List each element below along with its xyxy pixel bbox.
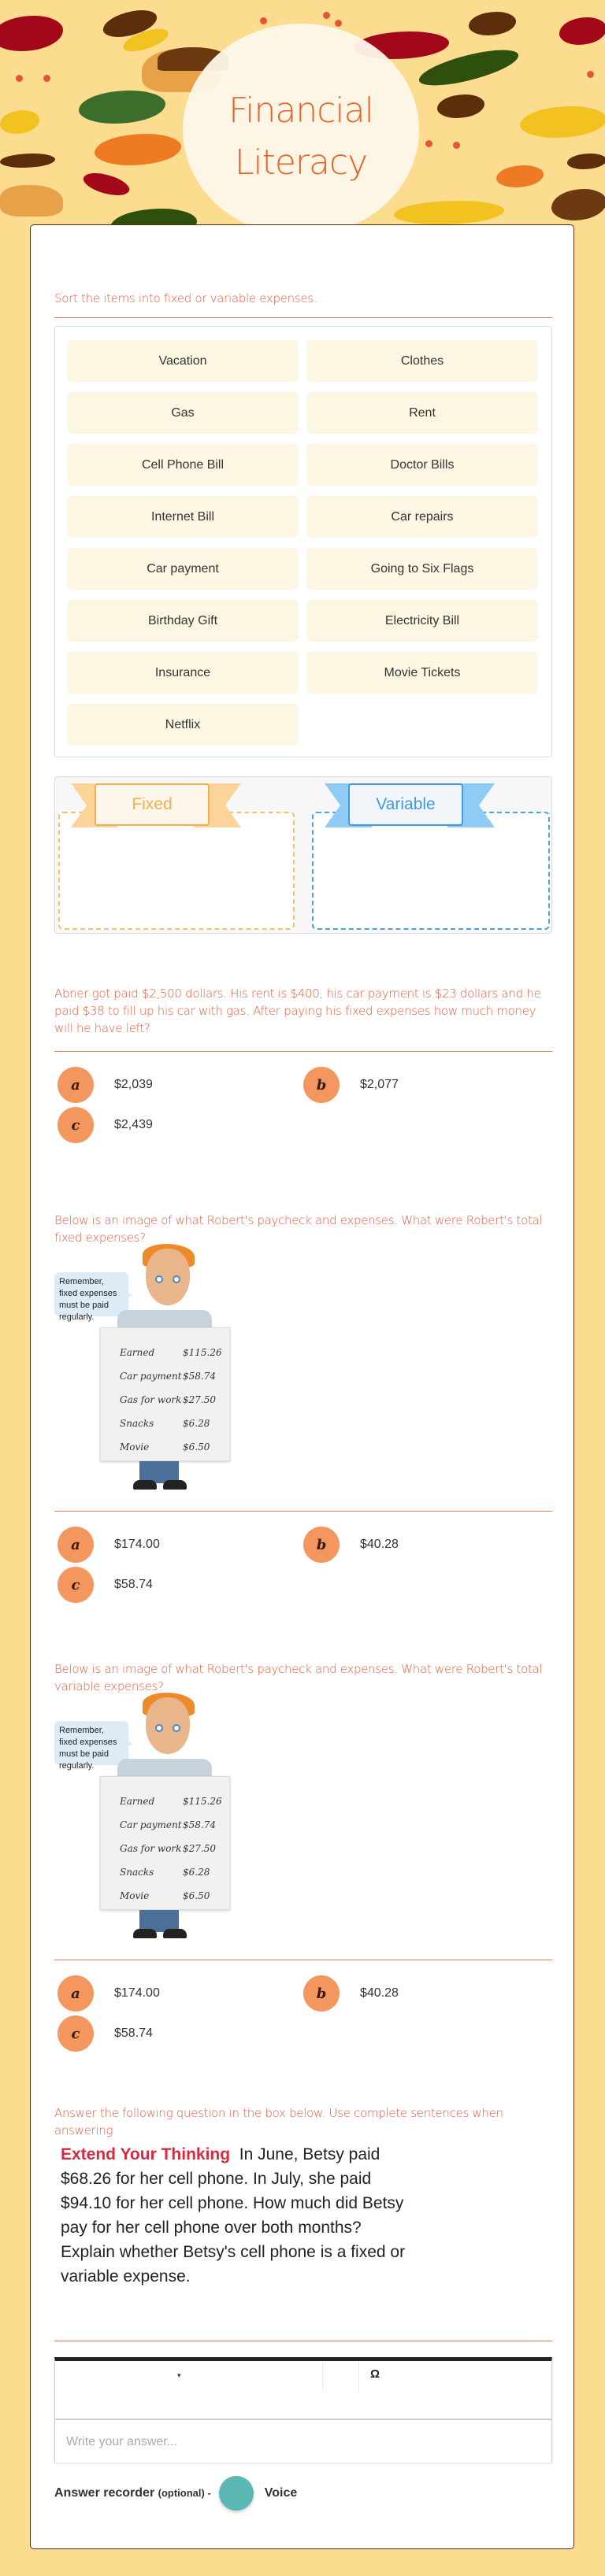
leaf-decoration [79,91,165,124]
sign-row: Snacks $6.28 [120,1867,210,1878]
recorder-label: Answer recorder (optional) - [54,2486,211,2500]
berry-decoration [323,12,330,19]
leaf-decoration [0,185,63,217]
sort-item-gas[interactable]: Gas [68,392,298,434]
option-text: $174.00 [114,1538,160,1551]
head [146,1697,190,1754]
speech-bubble: Remember, fixed expenses must be paid regularly. [54,1272,128,1316]
q3-option-b[interactable] [303,1975,399,2012]
q2-option-b[interactable] [303,1527,399,1563]
q1-option-a[interactable] [58,1067,153,1103]
berry-decoration [260,17,267,24]
toolbar-button[interactable] [323,2361,359,2393]
sort-item-cell-phone-bill[interactable]: Cell Phone Bill [68,444,298,486]
sort-item-internet-bill[interactable]: Internet Bill [68,496,298,538]
q2-option-c[interactable] [58,1567,153,1603]
sign-row: Earned $115.26 [120,1347,222,1358]
option-text: $2,077 [360,1078,399,1091]
option-text: $40.28 [360,1538,399,1551]
leaf-decoration [567,154,605,169]
option-text: $40.28 [360,1986,399,2000]
format-dropdown[interactable] [55,2361,323,2393]
option-text: $58.74 [114,2026,153,2040]
answer-editor [54,2357,552,2463]
sort-item-netflix[interactable]: Netflix [68,704,298,746]
leaf-decoration [437,94,484,118]
title-line-1: Financial [228,91,373,131]
option-letter-badge: a [58,1975,94,2012]
option-letter-badge: c [58,2015,94,2052]
category-fixed-label: Fixed [95,783,210,826]
sort-item-six-flags[interactable]: Going to Six Flags [307,548,537,590]
berry-decoration [453,142,460,149]
lesson-card [30,224,574,2549]
robert-paycheck-image [54,1249,267,1501]
option-letter-badge: b [303,1975,340,2012]
leaf-decoration [551,189,605,220]
berry-decoration [587,71,594,78]
berry-decoration [16,75,23,82]
caret-down-icon: ▾ [177,2371,181,2379]
q2-option-a[interactable] [58,1527,160,1563]
option-text: $2,439 [114,1118,153,1131]
expense-sign [100,1327,230,1461]
sort-item-rent[interactable]: Rent [307,392,537,434]
sort-item-birthday-gift[interactable]: Birthday Gift [68,600,298,642]
eye [155,1275,163,1283]
title-line-2: Literacy [234,142,368,183]
leaf-decoration [0,154,55,168]
eye [173,1724,180,1732]
berry-decoration [43,75,50,82]
extend-body: In June, Betsy paid $68.26 for her cell phone. In July, she paid $94.10 for her cell phone. How much did Betsy pay for her cell phone over both months? Explain whether Betsy's cell phone is a fixed or variable expense. [61,2145,406,2285]
category-area [54,776,552,934]
q3-option-a[interactable] [58,1975,160,2012]
sign-row: Earned $115.26 [120,1796,222,1807]
shoe [163,1480,187,1490]
q1-option-b[interactable] [303,1067,399,1103]
leaf-decoration [520,106,605,138]
leaf-decoration [0,110,39,134]
option-text: $2,039 [114,1078,153,1091]
option-letter-badge: b [303,1527,340,1563]
shoe [133,1929,157,1938]
special-character-icon[interactable]: Ω [370,2367,380,2381]
sort-item-insurance[interactable]: Insurance [68,652,298,694]
sort-prompt: Sort the items into fixed or variable expenses. [54,291,317,305]
option-letter-badge: a [58,1527,94,1563]
option-text: $174.00 [114,1986,160,2000]
leaf-decoration [496,165,544,187]
sign-row: Car payment $58.74 [120,1371,216,1382]
divider [54,1051,552,1052]
header-banner [0,0,605,236]
extend-your-thinking [61,2142,415,2289]
q3-option-c[interactable] [58,2015,153,2052]
sort-items-pool [54,326,552,757]
fixed-drop-zone[interactable] [58,812,295,930]
sign-row: Snacks $6.28 [120,1418,210,1429]
voice-label: Voice [264,2486,298,2500]
leaf-decoration [81,167,132,201]
option-letter-badge: a [58,1067,94,1103]
question-2-prompt: Below is an image of what Robert's paycheck and expenses. What were Robert's total fixed expenses? [54,1213,543,1245]
sort-item-clothes[interactable]: Clothes [307,340,537,382]
option-letter-badge: c [58,1567,94,1603]
robert-paycheck-image [54,1697,267,1949]
sign-row: Gas for work $27.50 [120,1843,216,1854]
question-4-prompt: Answer the following question in the box below. Use complete sentences when answering [54,2106,503,2137]
sign-row: Movie $6.50 [120,1890,210,1901]
berry-decoration [425,140,432,147]
category-variable-label: Variable [348,783,463,826]
sort-item-vacation[interactable]: Vacation [68,340,298,382]
question-3-prompt: Below is an image of what Robert's paycheck and expenses. What were Robert's total variable expenses? [54,1662,543,1693]
leaf-decoration [559,17,605,45]
leaf-decoration [0,16,63,51]
leaf-decoration [394,201,504,224]
option-letter-badge: c [58,1107,94,1143]
sort-item-car-payment[interactable]: Car payment [68,548,298,590]
sort-item-movie-tickets[interactable]: Movie Tickets [307,652,537,694]
sort-item-car-repairs[interactable]: Car repairs [307,496,537,538]
divider [54,317,552,318]
leaf-decoration [95,134,181,165]
answer-recorder [54,2476,297,2511]
speech-bubble: Remember, fixed expenses must be paid regularly. [54,1721,128,1765]
extend-label: Extend Your Thinking [61,2145,231,2163]
shoe [163,1929,187,1938]
eye [173,1275,180,1283]
sign-row: Movie $6.50 [120,1442,210,1453]
expense-sign [100,1776,230,1910]
divider [54,1511,552,1512]
head [146,1249,190,1305]
answer-input[interactable] [55,2422,551,2463]
question-1-prompt: Abner got paid $2,500 dollars. His rent is $400, his car payment is $23 dollars and he paid $38 to fill up his car with gas. After paying his fixed expenses how much money will he have left? [54,986,541,1035]
eye [155,1724,163,1732]
option-text: $58.74 [114,1578,153,1591]
sign-row: Car payment $58.74 [120,1819,216,1830]
q1-option-c[interactable] [58,1107,153,1143]
sort-item-electricity-bill[interactable]: Electricity Bill [307,600,537,642]
leaf-decoration [469,12,516,35]
variable-drop-zone[interactable] [312,812,550,930]
option-letter-badge: b [303,1067,340,1103]
record-voice-button[interactable] [219,2476,254,2511]
shoe [133,1480,157,1490]
berry-decoration [335,20,342,27]
editor-toolbar [55,2361,551,2420]
sign-row: Gas for work $27.50 [120,1394,216,1405]
page-title [183,85,419,189]
sort-item-doctor-bills[interactable]: Doctor Bills [307,444,537,486]
